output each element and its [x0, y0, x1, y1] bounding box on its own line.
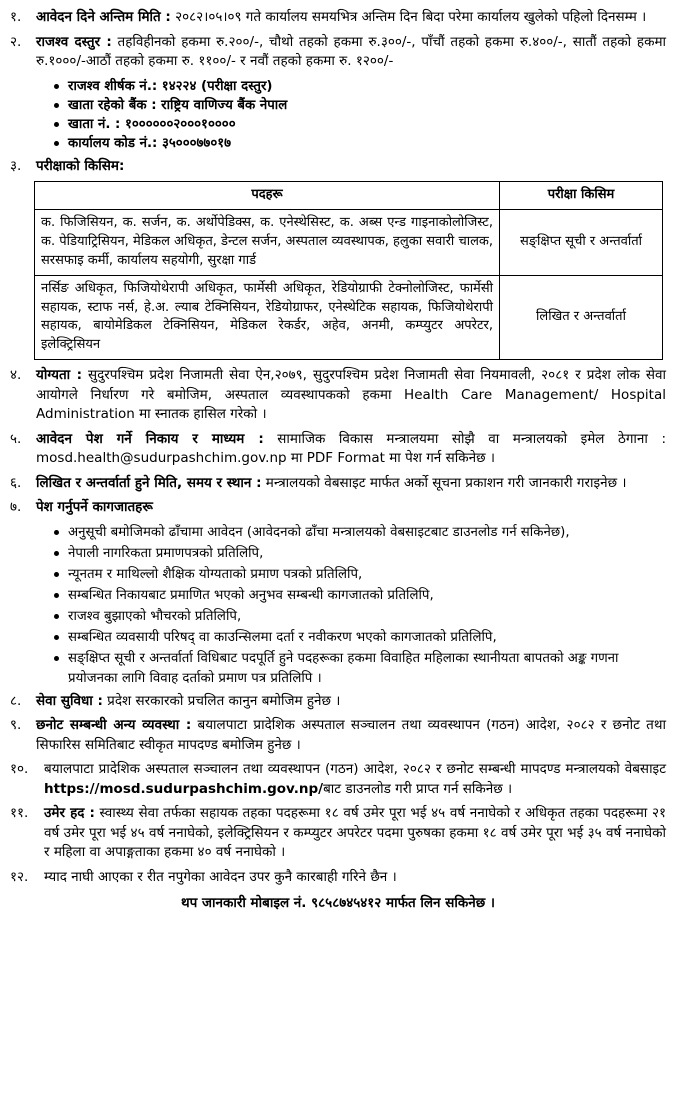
- item-body: [36, 430, 666, 469]
- list-item: [10, 366, 666, 425]
- item-label: परीक्षाको किसिम:: [36, 157, 125, 174]
- list-item: [10, 33, 666, 72]
- item-text: बयालपाटा प्रादेशिक अस्पताल सञ्चालन तथा व्यवस्थापन (गठन) आदेश, २०८२ र छनोट तथा सिफारिस समितिबाट स्वीकृत मापदण्ड बमोजिम हुनेछ ।: [36, 717, 666, 753]
- item-number: ७.: [10, 499, 22, 516]
- item-number: ११.: [10, 805, 29, 822]
- item-text: मन्त्रालयको वेबसाइट मार्फत अर्को सूचना प्रकाशन गरी जानकारी गराइनेछ ।: [261, 474, 627, 491]
- item-body: [44, 804, 666, 863]
- item-body: [36, 692, 666, 712]
- item-body: [36, 33, 666, 72]
- item-label: राजश्व दस्तुर :: [36, 33, 112, 50]
- list-item: [10, 716, 666, 755]
- item-label: पेश गर्नुपर्ने कागजातहरू: [36, 499, 153, 516]
- list-item: खाता रहेको बैंक : राष्ट्रिय वाणिज्य बैंक नेपाल: [54, 96, 666, 115]
- item-body: [44, 760, 666, 799]
- list-item: [10, 474, 666, 494]
- item-number: ९.: [10, 717, 22, 734]
- list-item: [10, 760, 666, 799]
- item-label: छनोट सम्बन्धी अन्य व्यवस्था :: [36, 717, 192, 734]
- item-number: २.: [10, 33, 22, 50]
- item-number: ४.: [10, 367, 22, 384]
- item-body: [36, 474, 666, 494]
- table-row: [35, 210, 663, 276]
- list-item: [10, 498, 666, 518]
- item-body: [36, 366, 666, 425]
- table-header-row: [35, 182, 663, 210]
- item-label: सेवा सुविधा :: [36, 692, 103, 709]
- item-label: आवेदन पेश गर्ने निकाय र माध्यम :: [36, 430, 264, 447]
- list-item: [10, 157, 666, 177]
- column-header-exam-type: परीक्षा किसिम: [500, 182, 663, 210]
- item-body: [36, 157, 666, 177]
- item-label: लिखित र अन्तर्वार्ता हुने मिति, समय र स्थान :: [36, 474, 262, 491]
- item-text: २०८२।०५।०९ गते कार्यालय समयभित्र अन्तिम दिन बिदा परेमा कार्यालय खुलेको पहिलो दिनसम्म ।: [170, 9, 647, 25]
- exam-type-table: [34, 181, 663, 360]
- cell-posts: क. फिजिसियन, क. सर्जन, क. अर्थोपेडिक्स, क. एनेस्थेसिस्ट, क. अब्स एन्ड गाइनाकोलोजिस्ट, क. पेडियाट्रिसियन, मेडिकल अधिकृत, डेन्टल सर्जन, अस्पताल व्यवस्थापक, हलुका सवारी चालक, सरसफाइ कर्मी, कार्यालय सहयोगी, सुरक्षा गार्ड: [35, 210, 500, 276]
- item-text: स्वास्थ्य सेवा तर्फका सहायक तहका पदहरूमा १८ वर्ष उमेर पूरा भई ४५ वर्ष ननाघेको र अधिकृत तहका पदहरूमा २१ वर्ष उमेर पूरा भई ४५ वर्ष ननाघेको, इलेक्ट्रिसियन र कम्प्युटर अपरेटर पदमा पुरुषका हकमा १८ वर्ष उमेर पूरा भई ३५ वर्ष ननाघेको र महिला वा अपाङ्गताका हकमा ४० वर्ष ननाघेको ।: [44, 805, 666, 861]
- item-body: [44, 868, 666, 888]
- cell-exam-type: सङ्क्षिप्त सूची र अन्तर्वार्ता: [500, 210, 663, 276]
- item-body: [36, 8, 666, 28]
- list-item: सम्बन्धित निकायबाट प्रमाणित भएको अनुभव सम्बन्धी कागजातको प्रतिलिपि,: [54, 586, 666, 606]
- list-item: सङ्क्षिप्त सूची र अन्तर्वार्ता विधिबाट पदपूर्ति हुने पदहरूका हकमा विवाहित महिलाका स्थानीयता बापतको अङ्क गणना प्रयोजनका लागि विवाह दर्ताको प्रमाण पत्र प्रतिलिपि ।: [54, 649, 666, 689]
- list-item: राजश्व बुझाएको भौचरको प्रतिलिपि,: [54, 607, 666, 627]
- list-item: [10, 804, 666, 863]
- item-label: आवेदन दिने अन्तिम मिति :: [36, 9, 171, 25]
- item-number: ५.: [10, 430, 22, 447]
- item-number: ६.: [10, 474, 22, 491]
- item-number: १.: [10, 9, 22, 25]
- list-item: न्यूनतम र माथिल्लो शैक्षिक योग्यताको प्रमाण पत्रको प्रतिलिपि,: [54, 565, 666, 585]
- item-body: [36, 716, 666, 755]
- item-text: म्याद नाघी आएका र रीत नपुगेका आवेदन उपर कुनै कारबाही गरिने छैन ।: [44, 869, 397, 885]
- list-item: राजश्व शीर्षक नं.: १४२२४ (परीक्षा दस्तुर): [54, 77, 666, 96]
- item-text: सामाजिक विकास मन्त्रालयमा सोझै वा मन्त्रालयको इमेल ठेगाना : mosd.health@sudurpashchim.gov.np मा PDF Format मा पेश गर्न सकिनेछ ।: [36, 430, 666, 467]
- list-item: [10, 8, 666, 28]
- item-number: ३.: [10, 157, 22, 174]
- item-text: प्रदेश सरकारको प्रचलित कानुन बमोजिम हुनेछ ।: [102, 692, 341, 709]
- cell-exam-type: लिखित र अन्तर्वार्ता: [500, 275, 663, 359]
- item-text: सुदुरपश्चिम प्रदेश निजामती सेवा ऐन,२०७९, सुदुरपश्चिम प्रदेश निजामती सेवा नियमावली, २०८१ र प्रदेश लोक सेवा आयोगले निर्धारण गरे बमोजिम, अस्पताल व्यवस्थापकको हकमा Health Care Management/ Hospital Administration मा स्नातक हासिल गरेको ।: [36, 367, 666, 423]
- item-number: ८.: [10, 692, 22, 709]
- list-item: [10, 430, 666, 469]
- item-number: १२.: [10, 869, 29, 885]
- item-label: योग्यता :: [36, 367, 82, 384]
- item-label: उमेर हद :: [44, 805, 95, 822]
- revenue-details-list: [10, 77, 666, 154]
- ministry-website-link[interactable]: https://mosd.sudurpashchim.gov.np/: [44, 780, 324, 797]
- list-item: खाता नं. : १००००००२०००१००००: [54, 115, 666, 134]
- list-item: कार्यालय कोड नं.: ३५०००७७०१७: [54, 134, 666, 153]
- list-item: [10, 692, 666, 712]
- list-item: अनुसूची बमोजिमको ढाँचामा आवेदन (आवेदनको ढाँचा मन्त्रालयको वेबसाइटबाट डाउनलोड गर्न सकिनेछ),: [54, 523, 666, 543]
- item-body: [36, 498, 666, 518]
- contact-footer: थप जानकारी मोबाइल नं. ९८५८७४५४१२ मार्फत लिन सकिनेछ ।: [180, 894, 496, 911]
- list-item: सम्बन्धित व्यवसायी परिषद् वा काउन्सिलमा दर्ता र नवीकरण भएको कागजातको प्रतिलिपि,: [54, 628, 666, 648]
- required-documents-list: [10, 523, 666, 689]
- column-header-posts: पदहरू: [35, 182, 500, 210]
- cell-posts: नर्सिङ अधिकृत, फिजियोथेरापी अधिकृत, फार्मेसी अधिकृत, रेडियोग्राफी टेक्नोलोजिस्ट, फार्मेसी सहायक, स्टाफ नर्स, हे.अ. ल्याब टेक्निसियन, रेडियोग्राफर, एनेस्थेटिक सहायक, फिजियोथेरापी सहायक, बायोमेडिकल टेक्निसियन, मेडिकल रेकर्डर, अहेव, अनमी, कम्प्युटर अपरेटर, इलेक्ट्रिसियन: [35, 275, 500, 359]
- item-text-after: बाट डाउनलोड गरी प्राप्त गर्न सकिनेछ ।: [323, 780, 513, 797]
- item-text: तहविहीनको हकमा रु.२००/-, चौथो तहको हकमा रु.३००/-, पाँचौं तहको हकमा रु.४००/-, सातौं तहको हकमा रु.१०००/-आठौं तहको हकमा रु. ११००/- र नवौं तहको हकमा रु. १२००/-: [36, 33, 667, 70]
- list-item: [10, 868, 666, 888]
- list-item: नेपाली नागरिकता प्रमाणपत्रको प्रतिलिपि,: [54, 544, 666, 564]
- item-number: १०.: [10, 761, 29, 778]
- table-row: [35, 275, 663, 359]
- item-text: बयालपाटा प्रादेशिक अस्पताल सञ्चालन तथा व्यवस्थापन (गठन) आदेश, २०८२ र छनोट सम्बन्धी मापदण्ड मन्त्रालयको वेबसाइट: [44, 761, 666, 778]
